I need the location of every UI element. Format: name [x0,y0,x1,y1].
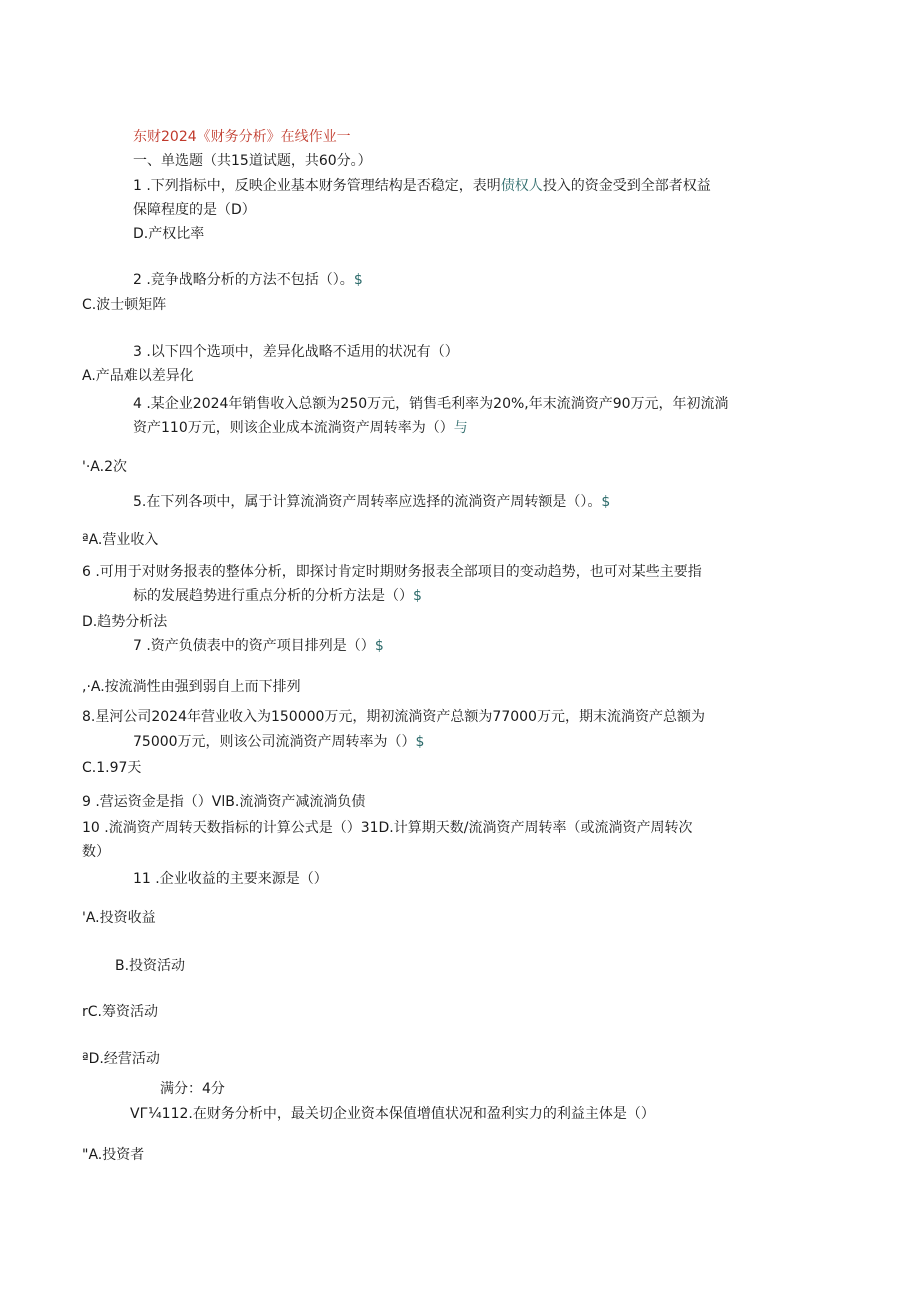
question-7-mark: $ [374,638,384,654]
question-5-text: 5.在下列各项中，属于计算流淌资产周转率应选择的流淌资产周转额是（）。 [133,494,602,510]
question-5-mark: $ [601,494,611,510]
question-1-text-a: 1 .下列指标中，反映企业基本财务管理结构是否稳定，表明 [133,178,501,194]
question-12: VГ¼112.在财务分析中，最关切企业资本保值增值状况和盈利实力的利益主体是（） [130,1106,655,1122]
question-6-text: 标的发展趋势进行重点分析的分析方法是（） [133,588,413,604]
question-10-line1: 10 .流淌资产周转天数指标的计算公式是（）31D.计算期天数/流淌资产周转率（或流淌资产周转次 [82,820,693,836]
question-1-text-b: 投入的资金受到全部者权益 [542,178,711,194]
question-2-mark: $ [353,272,363,288]
question-1-answer: D.产权比率 [133,226,205,242]
question-8-answer: C.1.97天 [82,760,142,776]
question-6-line2 [133,586,422,606]
question-6-line1: 6 .可用于对财务报表的整体分析，即探讨肯定时期财务报表全部项目的变动趋势，也可对某些主要指 [82,564,702,580]
question-2 [133,270,363,290]
question-11: 11 .企业收益的主要来源是（） [133,871,328,887]
question-1-line2: 保障程度的是（D） [133,202,256,218]
question-7 [133,636,384,656]
question-2-text: 2 .竞争战略分析的方法不包括（）。 [133,272,354,288]
question-8-text: 75000万元，则该公司流淌资产周转率为（） [133,734,416,750]
question-4-line2 [133,418,468,438]
question-8-mark: $ [415,734,425,750]
question-3-answer: A.产品难以差异化 [82,368,194,384]
question-11-option-b: B.投资活动 [115,958,186,974]
question-10-line2: 数） [82,844,110,860]
question-11-option-a: 'A.投资收益 [82,910,156,926]
question-4-text: 资产110万元，则该企业成本流淌资产周转率为（） [133,420,454,436]
question-7-answer: ,·A.按流淌性由强到弱自上而下排列 [82,679,301,695]
question-1 [133,176,711,196]
question-8-line2 [133,732,424,752]
question-4-line1: 4 .某企业2024年销售收入总额为250万元，销售毛利率为20%,年末流淌资产90万元，年初流淌 [133,396,729,412]
question-5 [133,492,610,512]
question-2-answer: C.波士顿矩阵 [82,297,167,313]
question-4-answer: '·A.2次 [82,459,127,475]
question-6-mark: $ [413,588,422,604]
document-title: 东财2024《财务分析》在线作业一 [133,129,351,145]
question-4-mark: 与 [453,420,468,436]
question-11-option-d: ªD.经营活动 [82,1051,160,1067]
question-1-highlight: 债权人 [500,178,543,194]
question-11-option-c: rC.筹资活动 [82,1004,158,1020]
question-5-answer: ªA.营业收入 [82,532,159,548]
question-12-answer: "A.投资者 [82,1147,145,1163]
question-9: 9 .营运资金是指（）VlB.流淌资产减流淌负债 [82,794,366,810]
section-heading: 一、单选题（共15道试题，共60分。） [133,153,372,169]
question-3: 3 .以下四个选项中，差异化战略不适用的状况有（） [133,344,459,360]
question-8-line1: 8.星河公司2024年营业收入为150000万元，期初流淌资产总额为77000万元，期末流淌资产总额为 [82,709,705,725]
question-7-text: 7 .资产负债表中的资产项目排列是（） [133,638,375,654]
question-11-score: 满分：4分 [160,1081,225,1097]
question-6-answer: D.趋势分析法 [82,614,168,630]
